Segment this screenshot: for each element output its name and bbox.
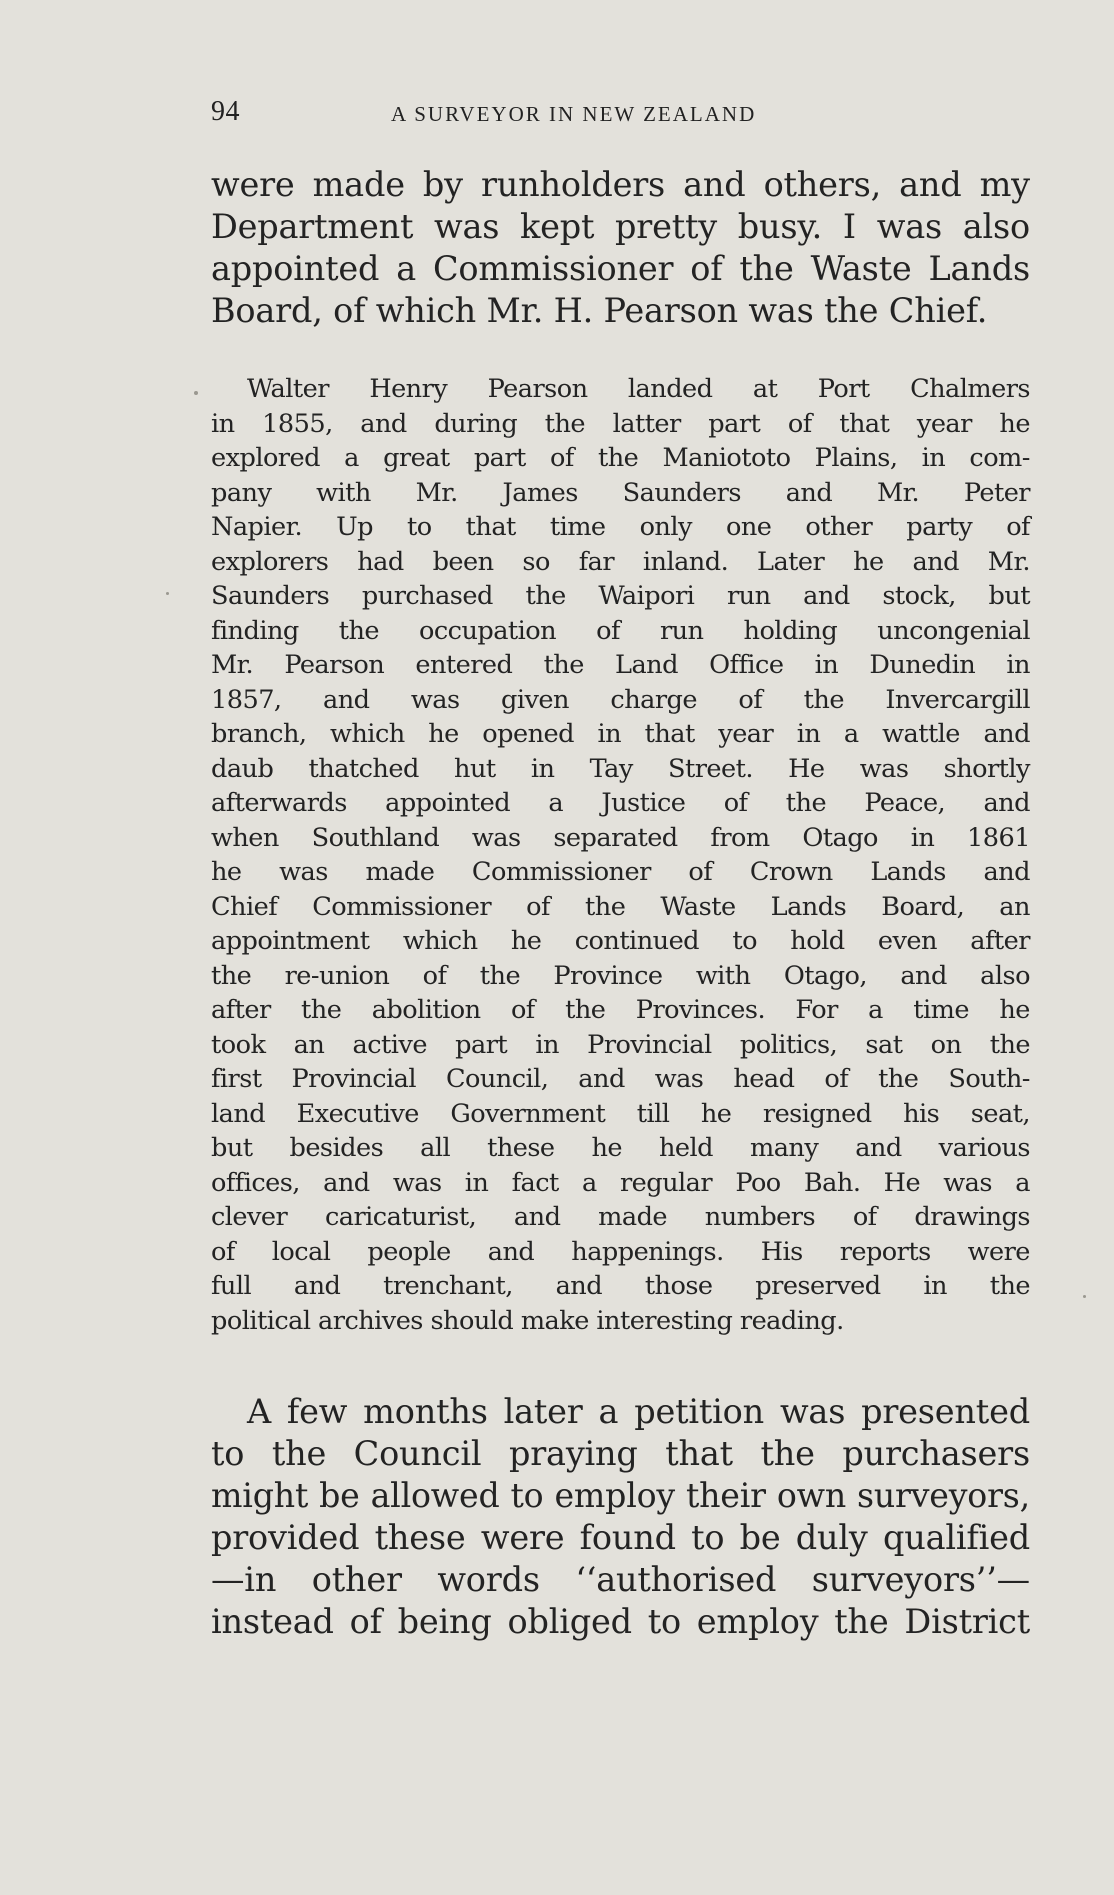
text-line: might be allowed to employ their own surveyors,: [211, 1476, 1030, 1515]
text-line: Mr. Pearson entered the Land Office in Dunedin in: [211, 650, 1030, 680]
text-line: the re-union of the Province with Otago, and also: [211, 960, 1030, 991]
text-line: but besides all these he held many and various: [211, 1133, 1030, 1163]
running-head: A SURVEYOR IN NEW ZEALAND: [391, 102, 757, 126]
text-line: first Provincial Council, and was head of the South-: [211, 1064, 1030, 1094]
text-line: provided these were found to be duly qualified: [211, 1518, 1030, 1557]
text-line: took an active part in Provincial politics, sat on the: [211, 1029, 1030, 1060]
text-line: 1857, and was given charge of the Invercargill: [211, 684, 1030, 715]
text-line: Walter Henry Pearson landed at Port Chalmers: [247, 374, 1030, 404]
text-line: when Southland was separated from Otago in 1861: [211, 822, 1030, 853]
text-line: in 1855, and during the latter part of that year he: [211, 408, 1030, 439]
text-line: appointment which he continued to hold even after: [211, 926, 1030, 956]
main-paragraph: [211, 1391, 1030, 1643]
text-line: Department was kept pretty busy. I was also: [211, 207, 1030, 246]
text-line: he was made Commissioner of Crown Lands and: [211, 857, 1030, 887]
text-line: clever caricaturist, and made numbers of drawings: [211, 1202, 1030, 1232]
biographical-note: [211, 372, 1030, 1338]
intro-paragraph: [211, 164, 1030, 332]
text-line: A few months later a petition was presented: [247, 1392, 1030, 1431]
text-line: after the abolition of the Provinces. For a time he: [211, 995, 1030, 1025]
text-line: were made by runholders and others, and my: [211, 165, 1030, 204]
text-line: afterwards appointed a Justice of the Peace, and: [211, 788, 1030, 818]
paper-speck: [166, 592, 169, 595]
text-line: explored a great part of the Maniototo Plains, in com-: [211, 443, 1030, 473]
text-line: instead of being obliged to employ the District: [211, 1602, 1030, 1641]
page-header: [211, 96, 1031, 136]
text-line: branch, which he opened in that year in a wattle and: [211, 719, 1030, 749]
text-line: daub thatched hut in Tay Street. He was shortly: [211, 753, 1030, 784]
text-line: —in other words ‘‘authorised surveyors’’—: [211, 1560, 1030, 1599]
text-line: Napier. Up to that time only one other party of: [211, 512, 1030, 542]
text-line: explorers had been so far inland. Later he and Mr.: [211, 546, 1030, 577]
text-line: of local people and happenings. His reports were: [211, 1236, 1030, 1267]
text-line: finding the occupation of run holding uncongenial: [211, 615, 1030, 646]
text-line: pany with Mr. James Saunders and Mr. Peter: [211, 477, 1030, 508]
page-number: 94: [211, 96, 240, 127]
text-line: political archives should make interesting reading.: [211, 1305, 844, 1336]
paper-speck: [194, 391, 198, 395]
text-line: offices, and was in fact a regular Poo Bah. He was a: [211, 1167, 1030, 1198]
text-line: Saunders purchased the Waipori run and stock, but: [211, 581, 1030, 611]
text-line: Board, of which Mr. H. Pearson was the Chief.: [211, 291, 988, 330]
text-line: Chief Commissioner of the Waste Lands Board, an: [211, 891, 1030, 922]
text-line: to the Council praying that the purchasers: [211, 1434, 1030, 1473]
text-line: land Executive Government till he resigned his seat,: [211, 1098, 1030, 1129]
paper-speck: [1083, 1295, 1086, 1298]
text-line: appointed a Commissioner of the Waste Lands: [211, 249, 1030, 288]
text-line: full and trenchant, and those preserved in the: [211, 1271, 1030, 1301]
